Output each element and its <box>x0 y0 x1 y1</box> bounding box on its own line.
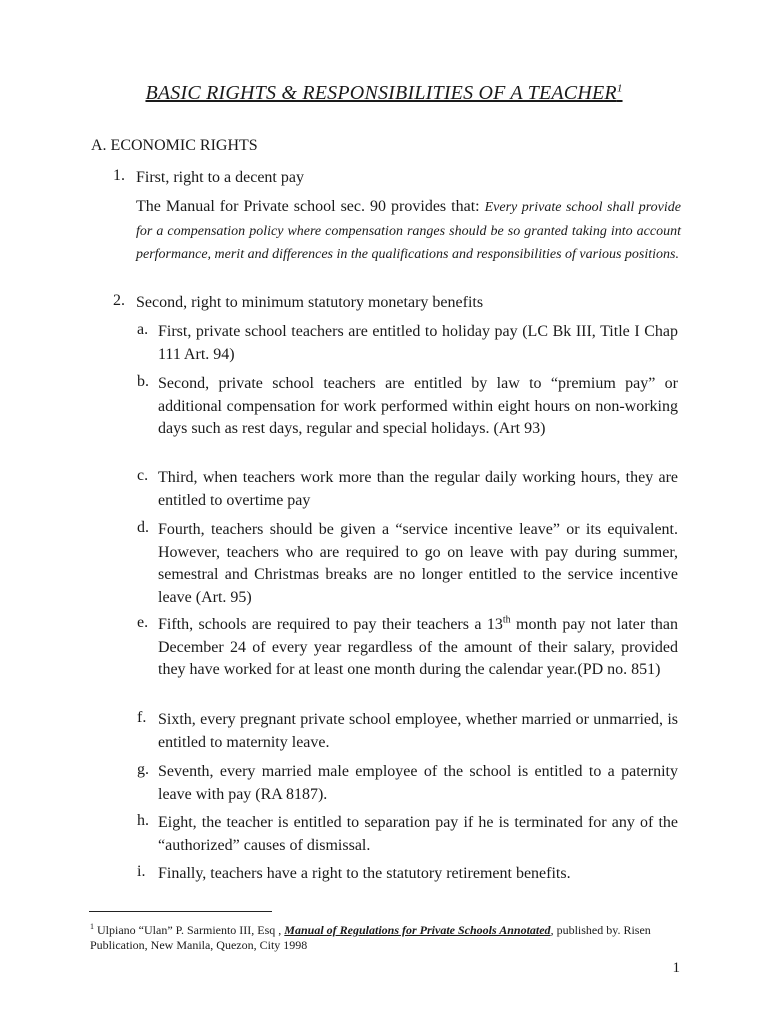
footnote <box>90 919 670 953</box>
title-text: BASIC RIGHTS & RESPONSIBILITIES OF A TEACHER <box>145 82 617 104</box>
section-heading-economic-rights: A. ECONOMIC RIGHTS <box>91 137 258 154</box>
item-1-paragraph <box>136 196 681 267</box>
subitem-e-text-before: Fifth, schools are required to pay their teachers a 13 <box>158 616 503 633</box>
subitem-a-text: First, private school teachers are entitled to holiday pay (LC Bk III, Title I Chap 111 Art. 94) <box>158 323 678 363</box>
footnote-separator <box>89 911 272 912</box>
subitem-h-text: Eight, the teacher is entitled to separation pay if he is terminated for any of the “authorized” causes of dismissal. <box>158 814 678 854</box>
subitem-b-text: Second, private school teachers are entitled by law to “premium pay” or additional compensation for work performed within eight hours on non-working days such as rest days, regular and special holidays. (Art 93) <box>158 375 678 437</box>
item-1-number: 1. <box>113 167 125 184</box>
subitem-e-text-after: month pay not later than December 24 of every year regardless of the amount of their salary, provided they have worked for at least one month during the calendar year.(PD no. 851) <box>158 616 679 678</box>
subitem-d-text: Fourth, teachers should be given a “service incentive leave” or its equivalent. However, teachers who are required to go on leave with pay during summer, semestral and Christmas breaks are no longer entitled to the service incentive leave (Art. 95) <box>158 521 678 606</box>
item-1-paragraph-lead: The Manual for Private school sec. 90 provides that: <box>136 198 485 215</box>
subitem-e-text <box>158 614 678 682</box>
subitem-f-text: Sixth, every pregnant private school employee, whether married or unmarried, is entitled to maternity leave. <box>158 711 678 751</box>
footnote-publisher: , published by. Risen Publication, New Manila, Quezon, City 1998 <box>90 923 651 952</box>
subitem-i-text: Finally, teachers have a right to the statutory retirement benefits. <box>158 865 571 882</box>
footnote-author: Ulpiano “Ulan” P. Sarmiento III, Esq , <box>94 923 285 937</box>
subitem-i-letter: i. <box>137 863 146 880</box>
subitem-e-letter: e. <box>137 614 149 631</box>
item-1-heading: First, right to a decent pay <box>136 169 304 186</box>
subitem-b-letter: b. <box>137 373 149 390</box>
subitem-g-text: Seventh, every married male employee of the school is entitled to a paternity leave with pay (RA 8187). <box>158 763 678 803</box>
item-2-number: 2. <box>113 292 125 309</box>
footnote-mark: 1 <box>90 922 94 931</box>
subitem-c-letter: c. <box>137 467 149 484</box>
footnote-book-title: Manual of Regulations for Private Schools Annotated <box>284 923 551 937</box>
page-number: 1 <box>672 960 680 976</box>
subitem-h-letter: h. <box>137 812 149 829</box>
item-1-paragraph-quote: Every private school shall provide for a compensation policy where compensation ranges should be so granted taking into account performance, merit and differences in the qualifications and responsibilities of various positions. <box>136 200 681 262</box>
subitem-e-superscript: th <box>502 614 511 626</box>
title-footnote-mark: 1 <box>616 82 623 95</box>
subitem-g-letter: g. <box>137 761 149 778</box>
subitem-d-letter: d. <box>137 519 149 536</box>
subitem-c-text: Third, when teachers work more than the regular daily working hours, they are entitled to overtime pay <box>158 469 678 509</box>
subitem-f-letter: f. <box>137 709 147 726</box>
page-title <box>0 82 768 105</box>
item-2-heading: Second, right to minimum statutory monetary benefits <box>136 294 484 311</box>
subitem-a-letter: a. <box>137 321 149 338</box>
